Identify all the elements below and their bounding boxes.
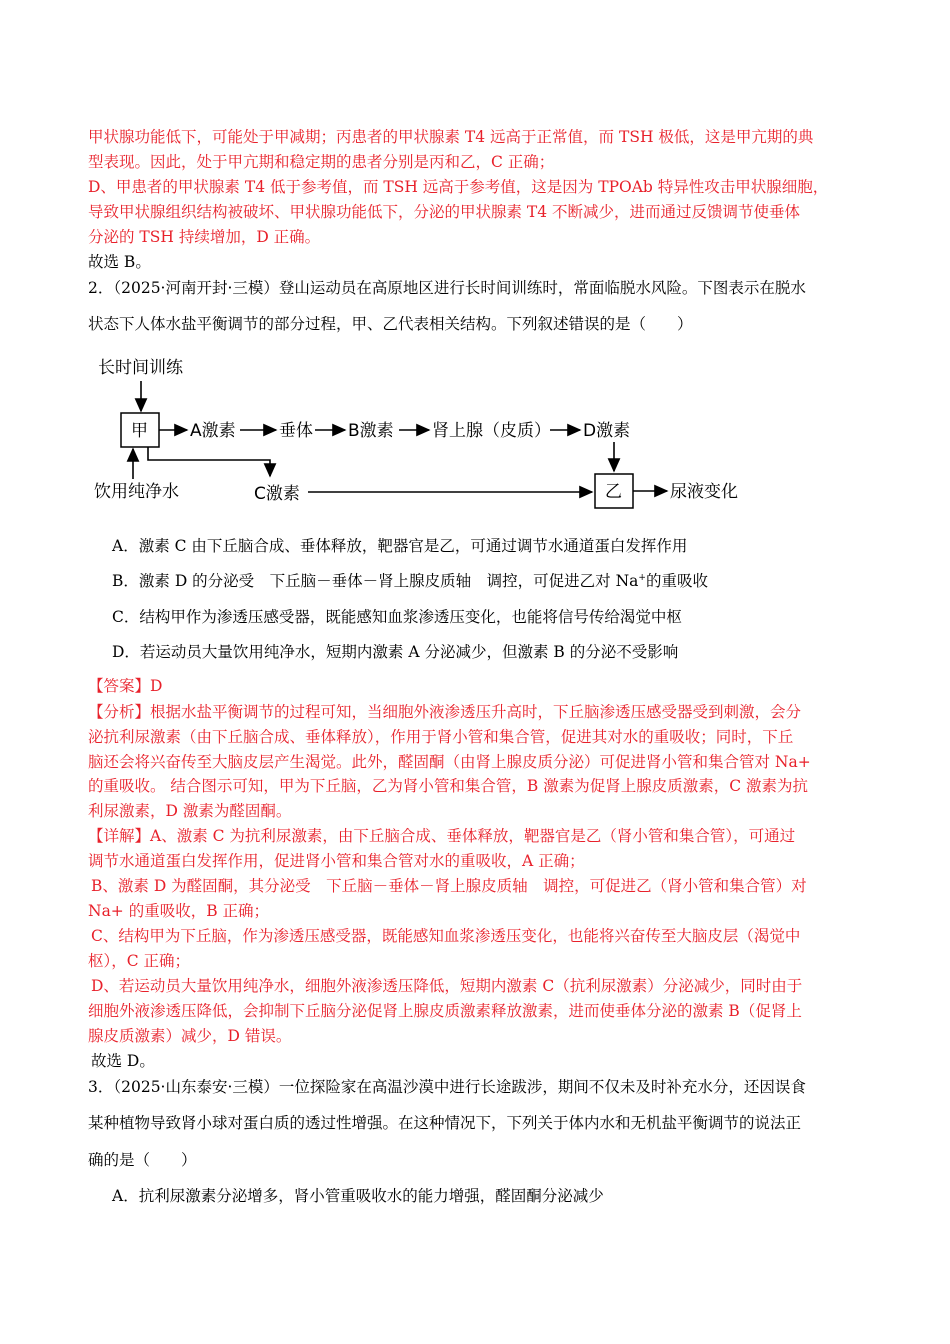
label-drink-pure-water: 饮用纯净水 — [94, 482, 179, 502]
q2-detail-line: 细胞外液渗透压降低，会抑制下丘脑分泌促肾上腺皮质激素释放激素，进而使垂体分泌的激素 B（促肾上 — [88, 1002, 802, 1020]
arrow-jia-to-c — [148, 447, 270, 476]
q2-answer-choice: 故选 D。 — [91, 1052, 155, 1070]
prev-explanation-line: 导致甲状腺组织结构被破坏、甲状腺功能低下，分泌的甲状腺素 T4 不断减少，进而通过反馈调节使垂体 — [88, 203, 801, 221]
q3-stem-line: 某种植物导致肾小球对蛋白质的透过性增强。在这种情况下，下列关于体内水和无机盐平衡调节的说法正 — [88, 1114, 802, 1132]
label-hormone-a: A激素 — [190, 421, 236, 441]
prev-explanation-line: 分泌的 TSH 持续增加，D 正确。 — [88, 228, 321, 246]
q2-option-c: C．结构甲作为渗透压感受器，既能感知血浆渗透压变化，也能将信号传给渴觉中枢 — [112, 608, 682, 626]
label-urine-change: 尿液变化 — [670, 482, 738, 502]
label-hormone-b: B激素 — [348, 421, 394, 441]
q3-stem-line: 3．（2025·山东泰安·三模）一位探险家在高温沙漠中进行长途跋涉，期间不仅未及时补充水分，还因误食 — [88, 1078, 806, 1096]
q2-analysis-line: 泌抗利尿激素（由下丘脑合成、垂体释放），作用于肾小管和集合管，促进其对水的重吸收；同时，下丘 — [88, 728, 794, 746]
q2-analysis-line: 利尿激素，D 激素为醛固酮。 — [88, 802, 292, 820]
q2-detail-line: Na+ 的重吸收，B 正确； — [88, 902, 270, 920]
label-jia: 甲 — [131, 421, 148, 441]
prev-answer-choice: 故选 B。 — [88, 253, 151, 271]
label-hormone-c: C激素 — [254, 484, 300, 504]
q2-option-d: D．若运动员大量饮用纯净水，短期内激素 A 分泌减少，但激素 B 的分泌不受影响 — [112, 643, 679, 661]
q2-analysis-line: 【分析】根据水盐平衡调节的过程可知，当细胞外液渗透压升高时，下丘脑渗透压感受器受到刺激，会分 — [88, 703, 802, 721]
q2-detail-line: C、结构甲为下丘脑，作为渗透压感受器，既能感知血浆渗透压变化，也能将兴奋传至大脑皮层（渴觉中 — [91, 927, 801, 945]
prev-explanation-line: D、甲患者的甲状腺素 T4 低于参考值，而 TSH 远高于参考值，这是因为 TPOAb 特异性攻击甲状腺细胞， — [88, 178, 829, 196]
q2-detail-line: D、若运动员大量饮用纯净水，细胞外液渗透压降低，短期内激素 C（抗利尿激素）分泌减少，同时由于 — [91, 977, 803, 995]
q2-option-b-text-end: 的重吸收 — [645, 572, 708, 590]
q2-answer: 【答案】D — [88, 677, 163, 695]
q2-option-b-superscript: + — [638, 572, 646, 583]
q2-option-b-text: B．激素 D 的分泌受 下丘脑－垂体－肾上腺皮质轴 调控，可促进乙对 Na — [112, 572, 639, 590]
q2-analysis-line: 的重吸收。 结合图示可知，甲为下丘脑，乙为肾小管和集合管，B 激素为促肾上腺皮质激素，C 激素为抗 — [88, 777, 809, 795]
label-adrenal-cortex: 肾上腺（皮质） — [432, 421, 551, 441]
q2-detail-line: 调节水通道蛋白发挥作用，促进肾小管和集合管对水的重吸收，A 正确； — [88, 852, 585, 870]
q2-analysis-line: 脑还会将兴奋传至大脑皮层产生渴觉。此外，醛固酮（由肾上腺皮质分泌）可促进肾小管和集合管对 Na+ — [88, 753, 811, 771]
label-long-training: 长时间训练 — [98, 358, 183, 378]
label-yi: 乙 — [605, 482, 622, 502]
q2-detail-line: 腺皮质激素）减少，D 错误。 — [88, 1027, 292, 1045]
q2-option-b — [112, 571, 708, 591]
q3-stem-line: 确的是（ ） — [88, 1151, 197, 1169]
q2-stem-line: 状态下人体水盐平衡调节的部分过程，甲、乙代表相关结构。下列叙述错误的是（ ） — [88, 315, 693, 333]
q2-stem-line: 2．（2025·河南开封·三模）登山运动员在高原地区进行长时间训练时，常面临脱水风险。下图表示在脱水 — [88, 279, 806, 297]
q2-detail-line: 【详解】A、激素 C 为抗利尿激素，由下丘脑合成、垂体释放，靶器官是乙（肾小管和集合管），可通过 — [88, 827, 796, 845]
q3-option-a: A．抗利尿激素分泌增多，肾小管重吸收水的能力增强，醛固酮分泌减少 — [112, 1187, 604, 1205]
q2-option-a: A．激素 C 由下丘脑合成、垂体释放，靶器官是乙，可通过调节水通道蛋白发挥作用 — [112, 537, 688, 555]
q2-detail-line: 枢），C 正确； — [88, 952, 191, 970]
prev-explanation-line: 型表现。因此，处于甲亢期和稳定期的患者分别是丙和乙，C 正确； — [88, 153, 555, 171]
water-salt-regulation-diagram — [88, 352, 768, 517]
prev-explanation-line: 甲状腺功能低下，可能处于甲减期；丙患者的甲状腺素 T4 远高于正常值，而 TSH 极低，这是甲亢期的典 — [88, 128, 814, 146]
label-pituitary: 垂体 — [279, 421, 313, 441]
label-hormone-d: D激素 — [583, 421, 631, 441]
q2-detail-line: B、激素 D 为醛固酮，其分泌受 下丘脑－垂体－肾上腺皮质轴 调控，可促进乙（肾小管和集合管）对 — [91, 877, 807, 895]
